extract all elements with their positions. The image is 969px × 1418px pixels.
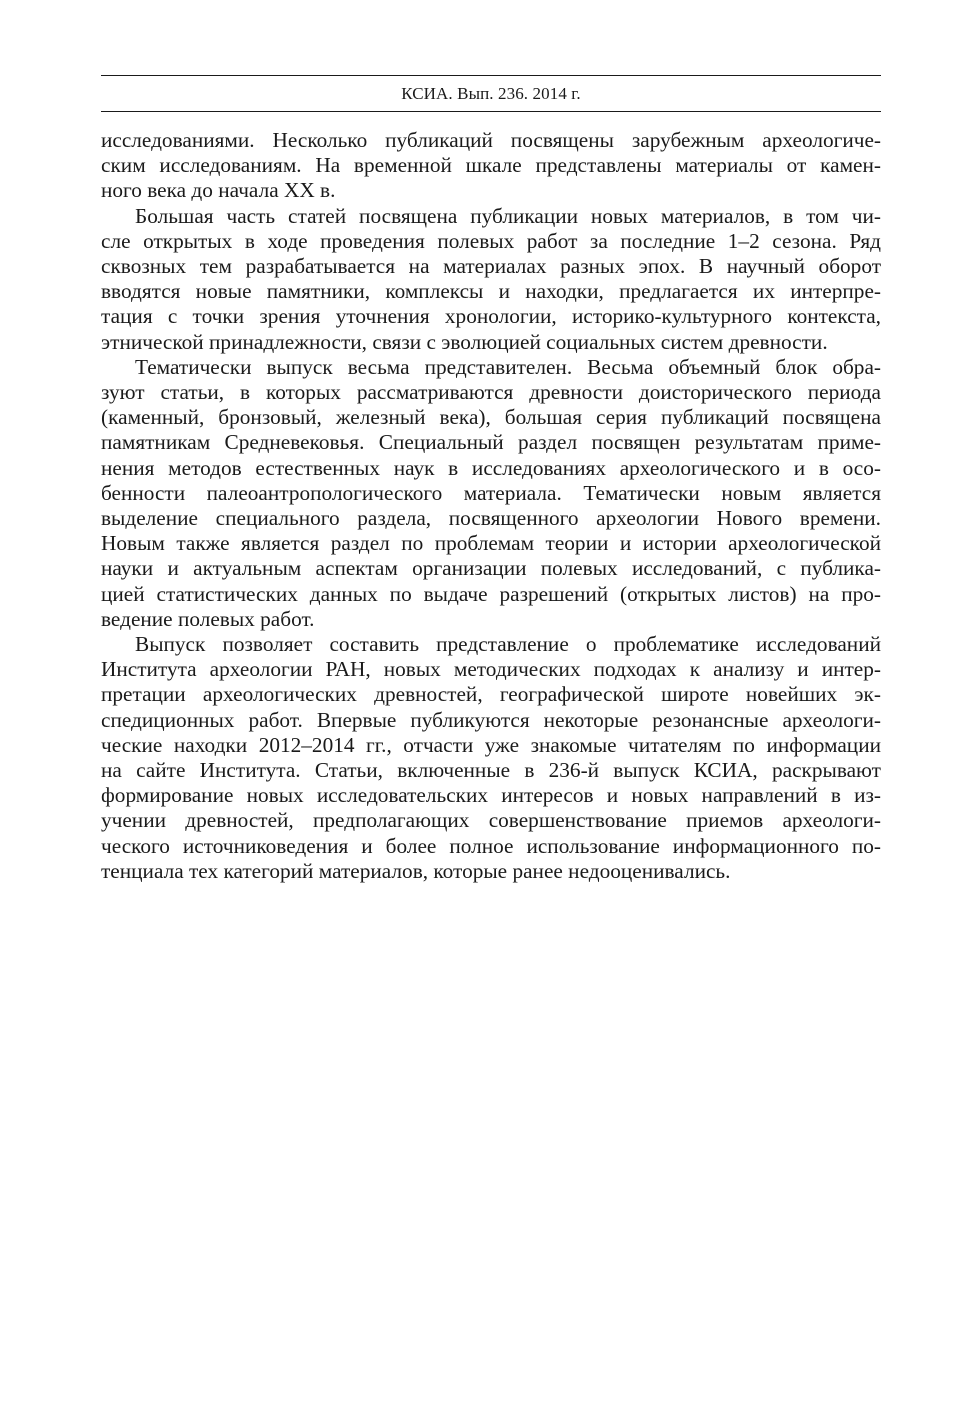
- text-line: на сайте Института. Статьи, включенные в 236-й выпуск КСИА, раскрывают: [101, 758, 881, 783]
- text-line: памятникам Средневековья. Специальный раздел посвящен результатам приме-: [101, 430, 881, 455]
- text-line: ческие находки 2012–2014 гг., отчасти уже знакомые читателям по информации: [101, 732, 881, 757]
- article-body: [101, 128, 881, 884]
- text-line: нения методов естественных наук в исследованиях археологического и в осо-: [101, 455, 881, 480]
- text-line: ведение полевых работ.: [101, 606, 315, 631]
- text-line: (каменный, бронзовый, железный века), большая серия публикаций посвящена: [101, 405, 881, 430]
- text-line: исследованиями. Несколько публикаций посвящены зарубежным археологиче-: [101, 128, 881, 152]
- text-line: выделение специального раздела, посвященного археологии Нового времени.: [101, 506, 881, 531]
- text-line: Выпуск позволяет составить представление о проблематике исследований: [135, 632, 881, 657]
- paragraph-1: [101, 128, 881, 204]
- text-line: науки и актуальным аспектам организации полевых исследований, с публика-: [101, 556, 881, 581]
- text-line: ного века до начала XX в.: [101, 178, 336, 203]
- text-line: зуют статьи, в которых рассматриваются древности доисторического периода: [101, 380, 881, 405]
- text-line: Большая часть статей посвящена публикации новых материалов, в том чи-: [135, 203, 881, 228]
- text-line: учении древностей, предполагающих совершенствование приемов археологи-: [101, 808, 881, 833]
- text-line: формирование новых исследовательских интересов и новых направлений в из-: [101, 783, 881, 808]
- text-line: Новым также является раздел по проблемам теории и истории археологической: [101, 531, 881, 556]
- text-line: вводятся новые памятники, комплексы и находки, предлагается их интерпре-: [101, 279, 881, 304]
- page: [101, 75, 881, 884]
- text-line: цией статистических данных по выдаче разрешений (открытых листов) на про-: [101, 581, 881, 606]
- issue-number: Вып. 236.: [457, 84, 529, 103]
- text-line: ским исследованиям. На временной шкале представлены материалы от камен-: [101, 153, 881, 178]
- paragraph-2: [101, 204, 881, 355]
- text-line: тация с точки зрения уточнения хронологии, историко-культурного контекста,: [101, 304, 881, 329]
- text-line: ческого источниковедения и более полное использование информационного по-: [101, 833, 881, 858]
- text-line: сле открытых в ходе проведения полевых работ за последние 1–2 сезона. Ряд: [101, 228, 881, 253]
- text-line: претации археологических древностей, географической широте новейших эк-: [101, 682, 881, 707]
- running-header: [101, 75, 881, 112]
- text-line: бенности палеоантропологического материала. Тематически новым является: [101, 480, 881, 505]
- text-line: сквозных тем разрабатывается на материалах разных эпох. В научный оборот: [101, 254, 881, 279]
- text-line: тенциала тех категорий материалов, которые ранее недооценивались.: [101, 858, 731, 883]
- text-line: Тематически выпуск весьма представителен. Весьма объемный блок обра-: [135, 354, 881, 379]
- journal-name: КСИА.: [401, 84, 453, 103]
- paragraph-4: [101, 632, 881, 884]
- paragraph-3: [101, 355, 881, 632]
- text-line: Института археологии РАН, новых методических подходах к анализу и интер-: [101, 657, 881, 682]
- text-line: спедиционных работ. Впервые публикуются некоторые резонансные археологи-: [101, 707, 881, 732]
- text-line: этнической принадлежности, связи с эволюцией социальных систем древности.: [101, 329, 828, 354]
- issue-year: 2014 г.: [532, 84, 581, 103]
